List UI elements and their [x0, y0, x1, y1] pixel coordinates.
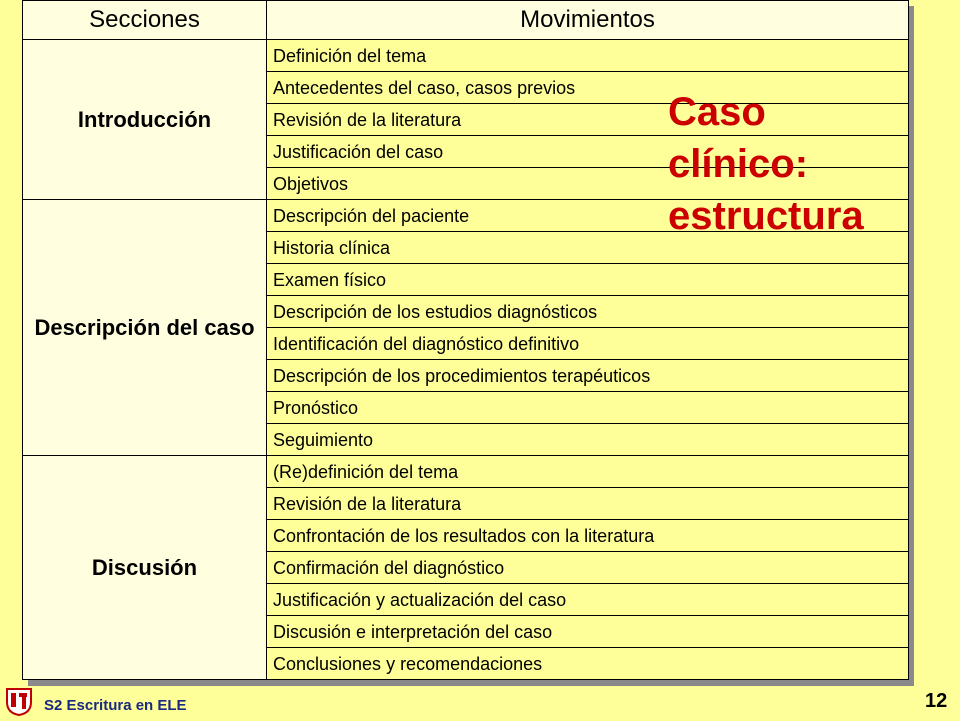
- move-cell: Justificación y actualización del caso: [267, 584, 909, 616]
- university-logo-icon: [4, 686, 34, 716]
- move-cell: Justificación del caso: [267, 136, 909, 168]
- move-cell: Confrontación de los resultados con la literatura: [267, 520, 909, 552]
- move-cell: Seguimiento: [267, 424, 909, 456]
- header-moves: Movimientos: [267, 1, 909, 40]
- move-cell: Examen físico: [267, 264, 909, 296]
- table-row: [23, 40, 909, 72]
- slide-title-line3: estructura: [668, 194, 864, 238]
- move-cell: Historia clínica: [267, 232, 909, 264]
- section-cell: Introducción: [23, 40, 267, 200]
- move-cell: Revisión de la literatura: [267, 488, 909, 520]
- move-cell: Antecedentes del caso, casos previos: [267, 72, 909, 104]
- move-cell: Descripción del paciente: [267, 200, 909, 232]
- move-cell: Descripción de los procedimientos terapéuticos: [267, 360, 909, 392]
- move-cell: Revisión de la literatura: [267, 104, 909, 136]
- section-cell: Descripción del caso: [23, 200, 267, 456]
- slide-title: [668, 86, 888, 242]
- move-cell: Pronóstico: [267, 392, 909, 424]
- table-header-row: [23, 1, 909, 40]
- move-cell: Identificación del diagnóstico definitivo: [267, 328, 909, 360]
- course-label: S2 Escritura en ELE: [44, 697, 187, 714]
- move-cell: Conclusiones y recomendaciones: [267, 648, 909, 680]
- page-number: 12: [925, 690, 948, 712]
- slide-title-line2: clínico:: [668, 142, 809, 186]
- move-cell: Objetivos: [267, 168, 909, 200]
- move-cell: Confirmación del diagnóstico: [267, 552, 909, 584]
- move-cell: Discusión e interpretación del caso: [267, 616, 909, 648]
- table-row: [23, 456, 909, 488]
- move-cell: (Re)definición del tema: [267, 456, 909, 488]
- slide-title-line1: Caso: [668, 90, 766, 134]
- section-cell: Discusión: [23, 456, 267, 680]
- move-cell: Definición del tema: [267, 40, 909, 72]
- header-sections: Secciones: [23, 1, 267, 40]
- move-cell: Descripción de los estudios diagnósticos: [267, 296, 909, 328]
